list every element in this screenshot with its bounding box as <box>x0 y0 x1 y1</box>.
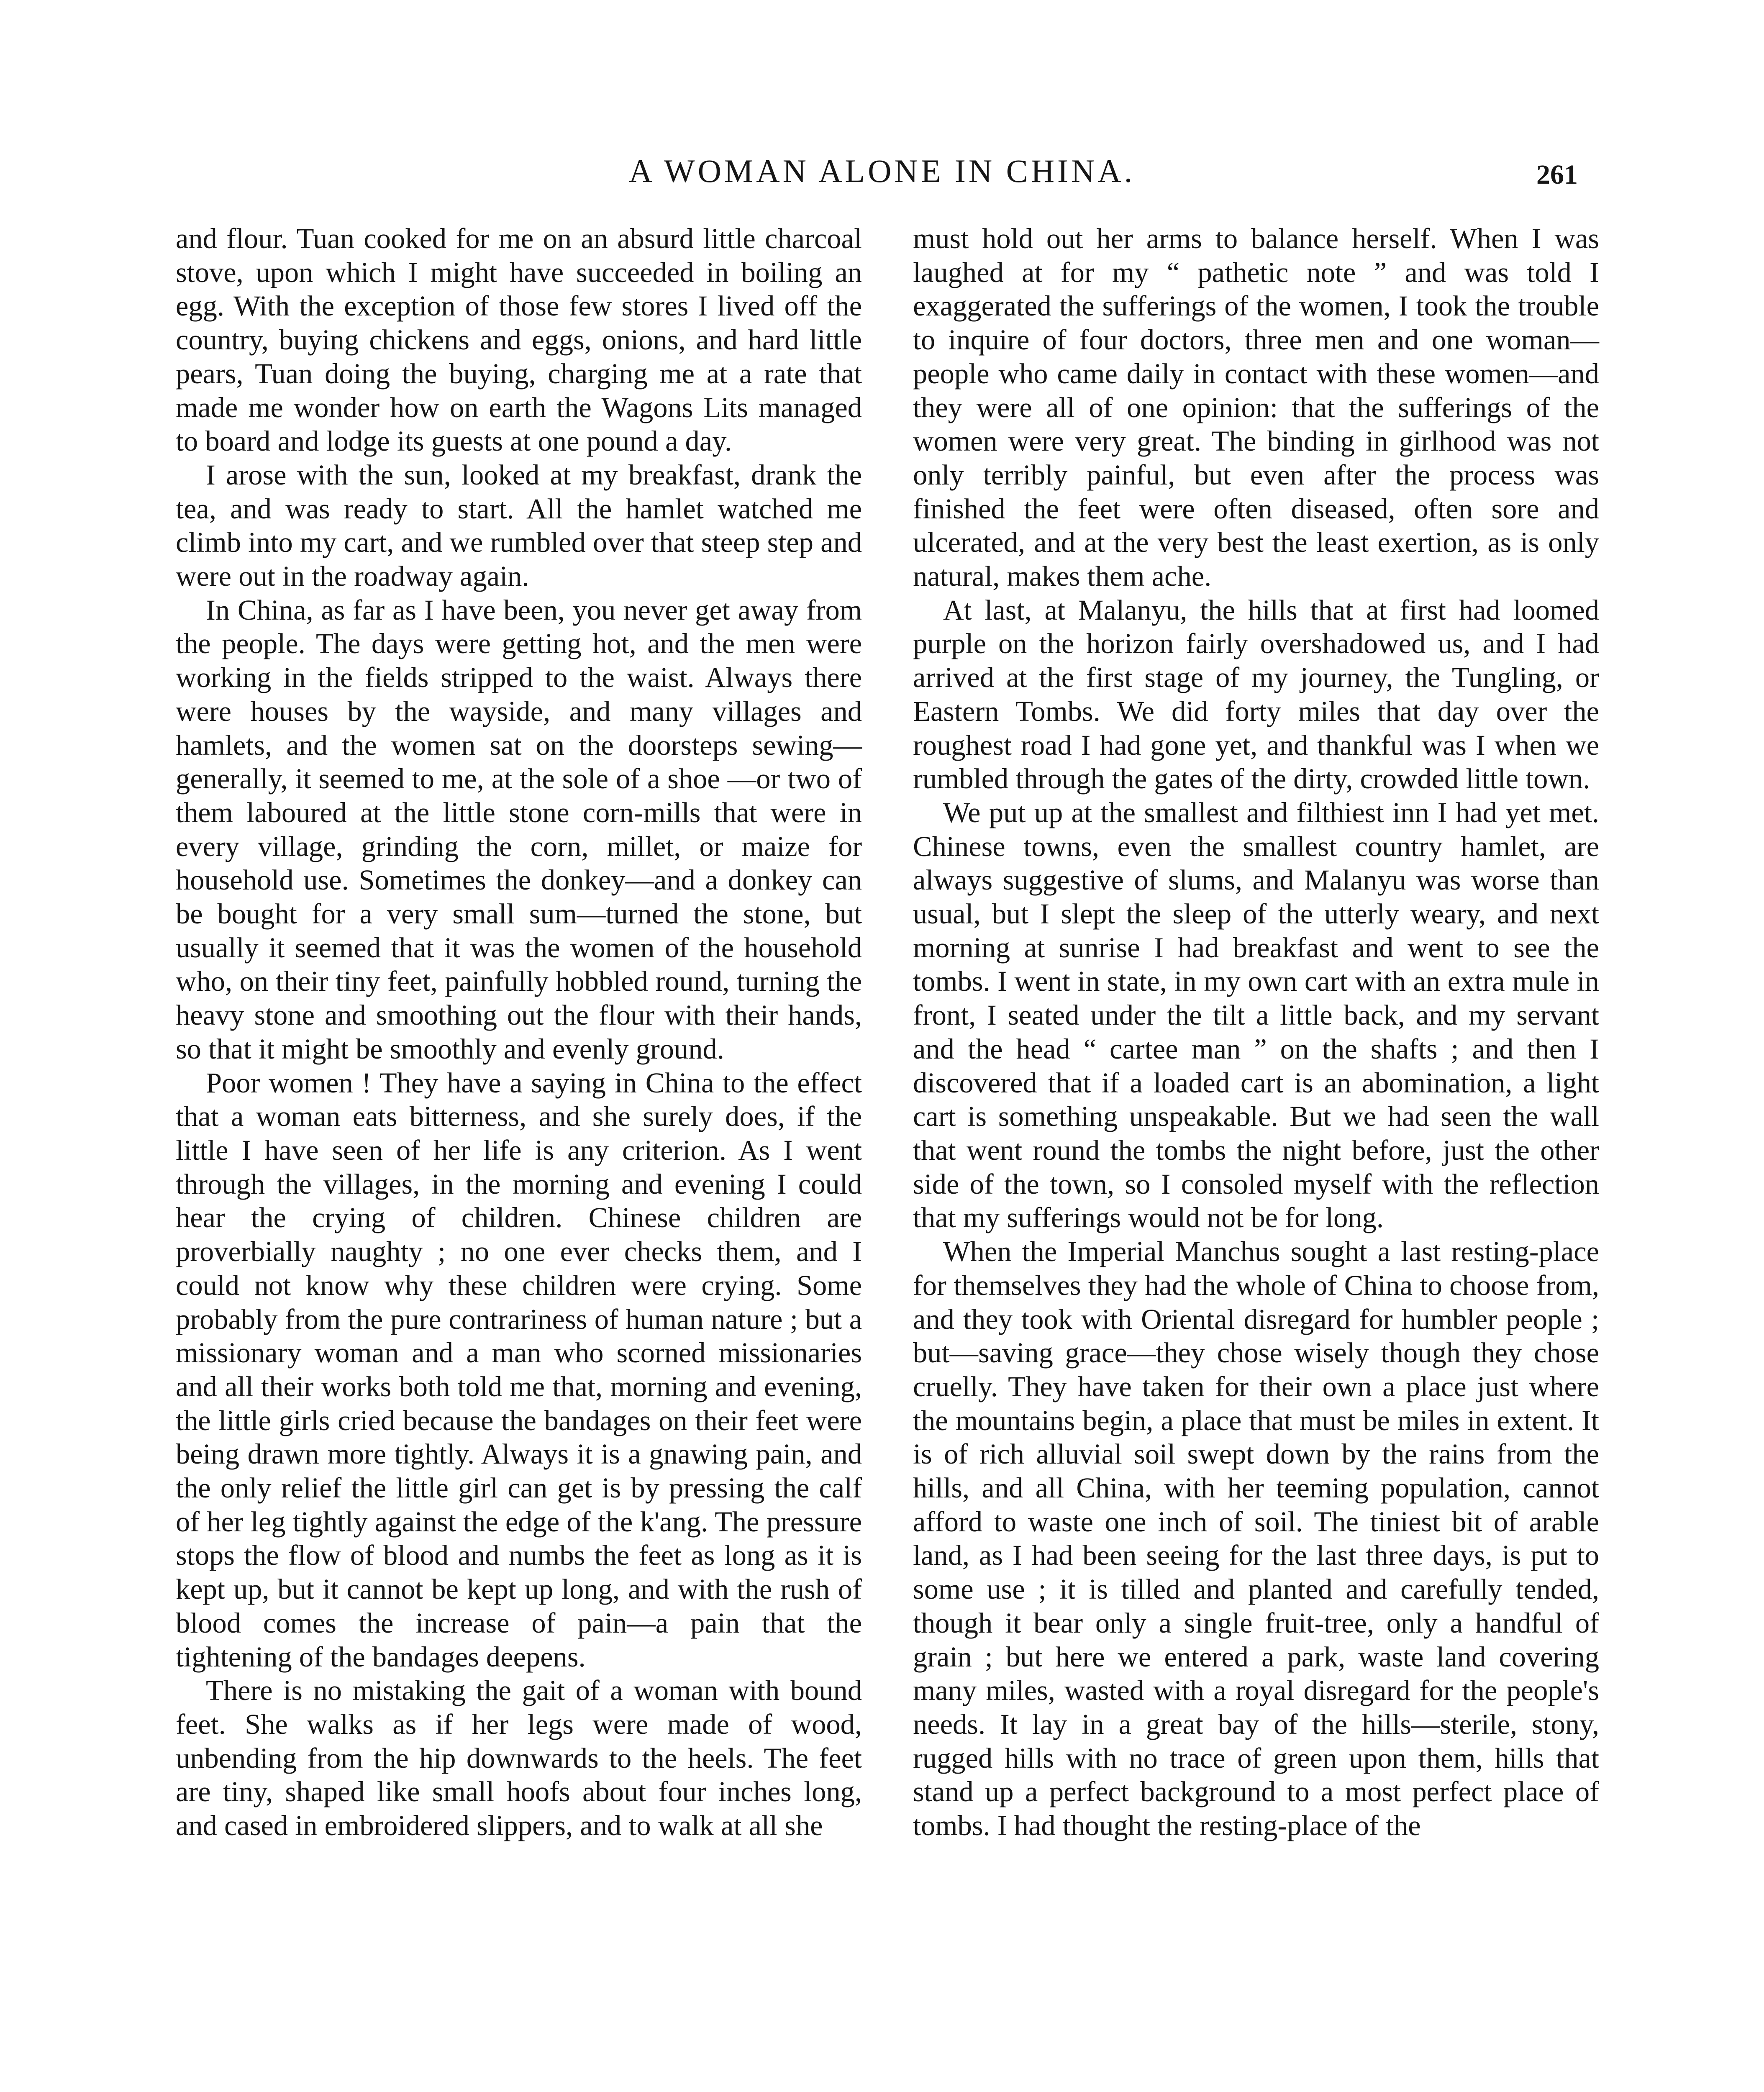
paragraph: At last, at Malanyu, the hills that at first had loomed purple on the horizon fairly overshadowed us, and I had arrived at the first stage of my journey, the Tungling, or Eastern Tombs. We did forty miles that day over the roughest road I had gone yet, and thankful was I when we rumbled through the gates of the dirty, crowded little town. <box>913 594 1599 795</box>
paragraph: and flour. Tuan cooked for me on an absurd little charcoal stove, upon which I might have succeeded in boiling an egg. With the exception of those few stores I lived off the country, buying chickens and eggs, onions, and hard little pears, Tuan doing the buying, charging me at a rate that made me wonder how on earth the Wagons Lits managed to board and lodge its guests at one pound a day. <box>176 223 862 457</box>
paragraph: When the Imperial Manchus sought a last resting-place for themselves they had the whole of China to choose from, and they took with Oriental disregard for humbler people ; but—saving grace—they chose wisely though they chose cruelly. They have taken for their own a place just where the mountains begin, a place that must be miles in extent. It is of rich alluvial soil swept down by the rains from the hills, and all China, with her teeming population, cannot afford to waste one inch of soil. The tiniest bit of arable land, as I had been seeing for the last three days, is put to some use ; it is tilled and planted and carefully tended, though it bear only a single fruit-tree, only a handful of grain ; but here we entered a park, waste land covering many miles, wasted with a royal disregard for the people's needs. It lay in a great bay of the hills—sterile, stony, rugged hills with no trace of green upon them, hills that stand up a perfect background to a most perfect place of tombs. I had thought the resting-place of the <box>913 1236 1599 1842</box>
left-column <box>176 222 862 1843</box>
page-number: 261 <box>1536 159 1578 190</box>
paragraph: Poor women ! They have a saying in China to the effect that a woman eats bitterness, and she surely does, if the little I have seen of her life is any criterion. As I went through the villages, in the morning and evening I could hear the crying of children. Chinese children are proverbially naughty ; no one ever checks them, and I could not know why these children were crying. Some probably from the pure contrariness of human nature ; but a missionary woman and a man who scorned missionaries and all their works both told me that, morning and evening, the little girls cried because the bandages on their feet were being drawn more tightly. Always it is a gnawing pain, and the only relief the little girl can get is by pressing the calf of her leg tightly against the edge of the k'ang. The pressure stops the flow of blood and numbs the feet as long as it is kept up, but it cannot be kept up long, and with the rush of blood comes the increase of pain—a pain that the tightening of the bandages deepens. <box>176 1067 862 1673</box>
paragraph: must hold out her arms to balance herself. When I was laughed at for my “ pathetic note ” and was told I exaggerated the sufferings of the women, I took the trouble to inquire of four doctors, three men and one woman—people who came daily in contact with these women—and they were all of one opinion: that the sufferings of the women were very great. The binding in girlhood was not only terribly painful, but even after the process was finished the feet were often diseased, often sore and ulcerated, and at the very best the least exertion, as is only natural, makes them ache. <box>913 223 1599 592</box>
running-header-title: A WOMAN ALONE IN CHINA. <box>628 153 1136 189</box>
paragraph: In China, as far as I have been, you never get away from the people. The days were getting hot, and the men were working in the fields stripped to the waist. Always there were houses by the wayside, and many villages and hamlets, and the women sat on the doorsteps sewing—generally, it seemed to me, at the sole of a shoe —or two of them laboured at the little stone corn-mills that were in every village, grinding the corn, millet, or maize for household use. Sometimes the donkey—and a donkey can be bought for a very small sum—turned the stone, but usually it seemed that it was the women of the household who, on their tiny feet, painfully hobbled round, turning the heavy stone and smoothing out the flour with their hands, so that it might be smoothly and evenly ground. <box>176 594 862 1065</box>
paragraph: I arose with the sun, looked at my breakfast, drank the tea, and was ready to start. All the hamlet watched me climb into my cart, and we rumbled over that steep step and were out in the roadway again. <box>176 459 862 592</box>
paragraph: There is no mistaking the gait of a woman with bound feet. She walks as if her legs were made of wood, unbending from the hip downwards to the heels. The feet are tiny, shaped like small hoofs about four inches long, and cased in embroidered slippers, and to walk at all she <box>176 1674 862 1842</box>
right-column <box>913 222 1599 1843</box>
paragraph: We put up at the smallest and filthiest inn I had yet met. Chinese towns, even the smallest country hamlet, are always suggestive of slums, and Malanyu was worse than usual, but I slept the sleep of the utterly weary, and next morning at sunrise I had breakfast and went to see the tombs. I went in state, in my own cart with an extra mule in front, I seated under the tilt a little back, and my servant and the head “ cartee man ” on the shafts ; and then I discovered that if a loaded cart is an abomination, a light cart is something unspeakable. But we had seen the wall that went round the tombs the night before, just the other side of the town, so I consoled myself with the reflection that my sufferings would not be for long. <box>913 796 1599 1234</box>
